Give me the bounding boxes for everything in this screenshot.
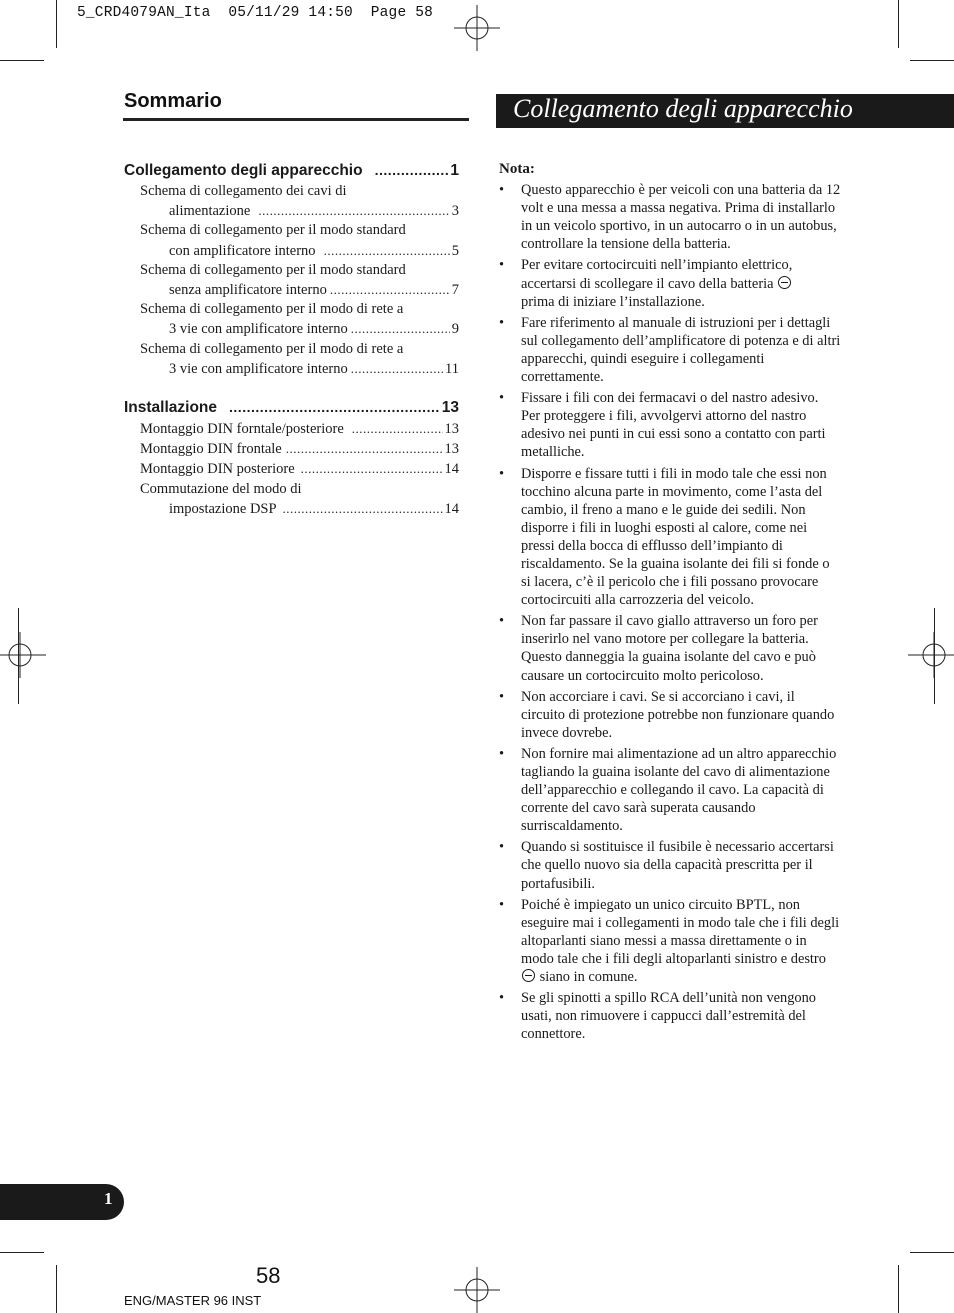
- crop-mark: [934, 608, 935, 704]
- note-text-part: siano in comune.: [539, 969, 638, 986]
- print-slug: 5_CRD4079AN_Ita 05/11/29 14:50 Page 58: [77, 5, 434, 21]
- toc-entry-line: Commutazione del modo di: [140, 480, 302, 497]
- toc-leader-dots: [330, 280, 450, 299]
- toc-entry-line: Schema di collegamento per il modo standard: [140, 222, 406, 239]
- note-text: Disporre e fissare tutti i fili in modo tale che essi non tocchino alcuna parte in movimento, come l’asta del cambio, il freno a mano e le guide dei sedili. Non disporre i fili in luoghi esposti al calore, come nei pressi della bocca di efflusso dell’impianto di riscaldamento. Se la guaina isolante dei fili si fonde o si lacera, c’è il pericolo che i fili possano provocare cortocircuiti alla carrozzeria del veicolo.: [521, 465, 830, 609]
- negative-terminal-icon: [778, 276, 791, 289]
- crop-mark: [898, 1265, 899, 1313]
- note-text: Fissare i fili con dei fermacavi o del nastro adesivo. Per proteggere i fili, avvolgervi attorno del nastro adesivo nei punti in cui essi sono a contatto con parti metalliche.: [521, 390, 826, 461]
- toc-leader-dots: [352, 419, 443, 438]
- toc-entry-line: Montaggio DIN frontale: [140, 441, 282, 458]
- toc-entry-line: senza amplificatore interno: [169, 282, 327, 299]
- note-text-part: Per evitare cortocircuiti nell’impianto elettrico, accertarsi di scollegare il cavo della batteria: [521, 257, 793, 292]
- toc-entry-line: con amplificatore interno: [169, 242, 316, 259]
- note-text: Fare riferimento al manuale di istruzioni per i dettagli sul collegamento dell’amplificatore di potenza e di altri apparecchi, quindi eseguire i collegamenti correttamente.: [521, 314, 841, 386]
- toc-title: Sommario: [124, 90, 222, 112]
- note-text: [521, 896, 841, 986]
- toc-entry-line: 3 vie con amplificatore interno: [169, 360, 348, 377]
- registration-mark-icon: [0, 632, 46, 678]
- toc-entry[interactable]: [124, 221, 459, 260]
- toc-entry[interactable]: [124, 419, 459, 439]
- toc-entry-page: 9: [451, 321, 459, 338]
- notes-list: [499, 160, 841, 1046]
- toc-section-heading[interactable]: [124, 158, 459, 182]
- note-text: [521, 256, 841, 310]
- toc-entry-page: 3: [451, 203, 459, 220]
- crop-mark: [910, 1252, 954, 1253]
- note-item: [499, 688, 841, 742]
- section-banner-title: Collegamento degli apparecchio: [513, 94, 853, 123]
- toc-section-title: Installazione: [124, 399, 218, 417]
- note-item: [499, 181, 841, 253]
- toc-entry-page: 14: [444, 461, 459, 478]
- toc-entry-page: 5: [451, 242, 459, 259]
- section-tab-number: 1: [104, 1189, 113, 1208]
- table-of-contents: [124, 158, 459, 519]
- note-item: [499, 989, 841, 1043]
- toc-entry-line: Schema di collegamento per il modo standard: [140, 261, 406, 278]
- bullet-icon: •: [499, 613, 505, 630]
- note-text: Questo apparecchio è per veicoli con una batteria da 12 volt e una messa a massa negativa. Prima di installarlo in un veicolo sportivo, in un autocarro o in un autobus, controllare la tensione della batteria.: [521, 182, 841, 253]
- note-text-part: Poiché è impiegato un unico circuito BPTL, non eseguire mai i collegamenti in modo tale che i fili degli altoparlanti siano messi a massa direttamente o in modo tale che i fili degli altoparlanti sinistro e destro: [521, 896, 840, 967]
- bullet-icon: •: [499, 688, 505, 705]
- bullet-icon: •: [499, 745, 505, 762]
- page-number: 58: [256, 1263, 281, 1288]
- toc-entry-line: Schema di collegamento per il modo di rete a: [140, 301, 404, 318]
- note-text: Se gli spinotti a spillo RCA dell’unità non vengono usati, non rimuovere i cappucci dall’estremità del connettore.: [521, 990, 817, 1043]
- note-text: Non accorciare i cavi. Se si accorciano i cavi, il circuito di protezione potrebbe non funzionare quando invece dovrebe.: [521, 688, 835, 741]
- toc-entry-line: impostazione DSP: [169, 500, 277, 517]
- toc-leader-dots: [286, 439, 443, 458]
- toc-entry-page: 13: [444, 441, 459, 458]
- registration-mark-icon: [454, 1267, 500, 1313]
- note-item: [499, 256, 841, 310]
- toc-entry[interactable]: [124, 480, 459, 519]
- note-item: [499, 896, 841, 986]
- toc-entry[interactable]: [124, 182, 459, 221]
- toc-entry-line: alimentazione: [169, 203, 251, 220]
- crop-mark: [0, 1252, 44, 1253]
- toc-title-rule: [123, 118, 469, 121]
- toc-entry[interactable]: [124, 459, 459, 479]
- toc-entry-line: Montaggio DIN forntale/posteriore: [140, 421, 344, 438]
- bullet-icon: •: [499, 314, 505, 331]
- notes-title: Nota:: [499, 161, 535, 177]
- footer-job-label: ENG/MASTER 96 INST: [124, 1293, 262, 1308]
- toc-entry-page: 7: [451, 282, 459, 299]
- note-item: [499, 612, 841, 684]
- toc-leader-dots: [301, 459, 443, 478]
- toc-leader-dots: [324, 241, 450, 260]
- toc-section-heading[interactable]: [124, 395, 459, 419]
- note-text: Non fornire mai alimentazione ad un altro apparecchio tagliando la guaina isolante del cavo di alimentazione dell’apparecchio e collegando il cavo. La capacità di corrente del cavo sarà superata causando surriscaldamento.: [521, 745, 837, 835]
- toc-entry-page: 13: [444, 421, 459, 438]
- toc-entry-line: 3 vie con amplificatore interno: [169, 321, 348, 338]
- note-item: [499, 838, 841, 892]
- crop-mark: [898, 0, 899, 48]
- note-item: [499, 389, 841, 461]
- bullet-icon: •: [499, 465, 505, 482]
- bullet-icon: •: [499, 896, 505, 913]
- registration-mark-icon: [454, 5, 500, 51]
- crop-mark: [56, 1265, 57, 1313]
- toc-leader-dots: [258, 201, 449, 220]
- note-text-part: prima di iniziare l’installazione.: [521, 293, 705, 310]
- note-text: Quando si sostituisce il fusibile è necessario accertarsi che quello nuovo sia della capacità prescritta per il portafusibili.: [521, 839, 834, 892]
- bullet-icon: •: [499, 839, 505, 856]
- toc-entry-line: Schema di collegamento dei cavi di: [140, 183, 347, 199]
- crop-mark: [18, 608, 19, 704]
- crop-mark: [910, 60, 954, 61]
- toc-section-page: 1: [450, 162, 459, 179]
- toc-leader-dots: [375, 158, 449, 182]
- toc-entry-page: 11: [445, 360, 459, 377]
- toc-entry[interactable]: [124, 340, 459, 379]
- bullet-icon: •: [499, 182, 505, 199]
- note-item: [499, 314, 841, 386]
- bullet-icon: •: [499, 390, 505, 407]
- note-item: [499, 465, 841, 610]
- crop-mark: [0, 60, 44, 61]
- note-text: Non far passare il cavo giallo attraverso un foro per inserirlo nel vano motore per collegare la batteria. Questo danneggia la guaina isolante del cavo e può causare un cortocircuito molto pericoloso.: [521, 613, 818, 684]
- toc-leader-dots: [351, 359, 443, 378]
- registration-mark-icon: [908, 632, 954, 678]
- toc-section-page: 13: [441, 399, 459, 417]
- bullet-icon: •: [499, 257, 505, 274]
- toc-entry[interactable]: [124, 439, 459, 459]
- toc-entry[interactable]: [124, 300, 459, 339]
- toc-entry-line: Schema di collegamento per il modo di rete a: [140, 340, 404, 357]
- toc-section-title: Collegamento degli apparecchio: [124, 162, 363, 179]
- negative-terminal-icon: [522, 969, 535, 982]
- toc-leader-dots: [229, 395, 440, 419]
- toc-leader-dots: [283, 499, 443, 518]
- toc-leader-dots: [351, 319, 450, 338]
- toc-entry-line: Montaggio DIN posteriore: [140, 461, 295, 478]
- toc-entry-page: 14: [444, 500, 459, 517]
- bullet-icon: •: [499, 990, 505, 1007]
- crop-mark: [56, 0, 57, 48]
- toc-entry[interactable]: [124, 261, 459, 300]
- note-item: [499, 745, 841, 835]
